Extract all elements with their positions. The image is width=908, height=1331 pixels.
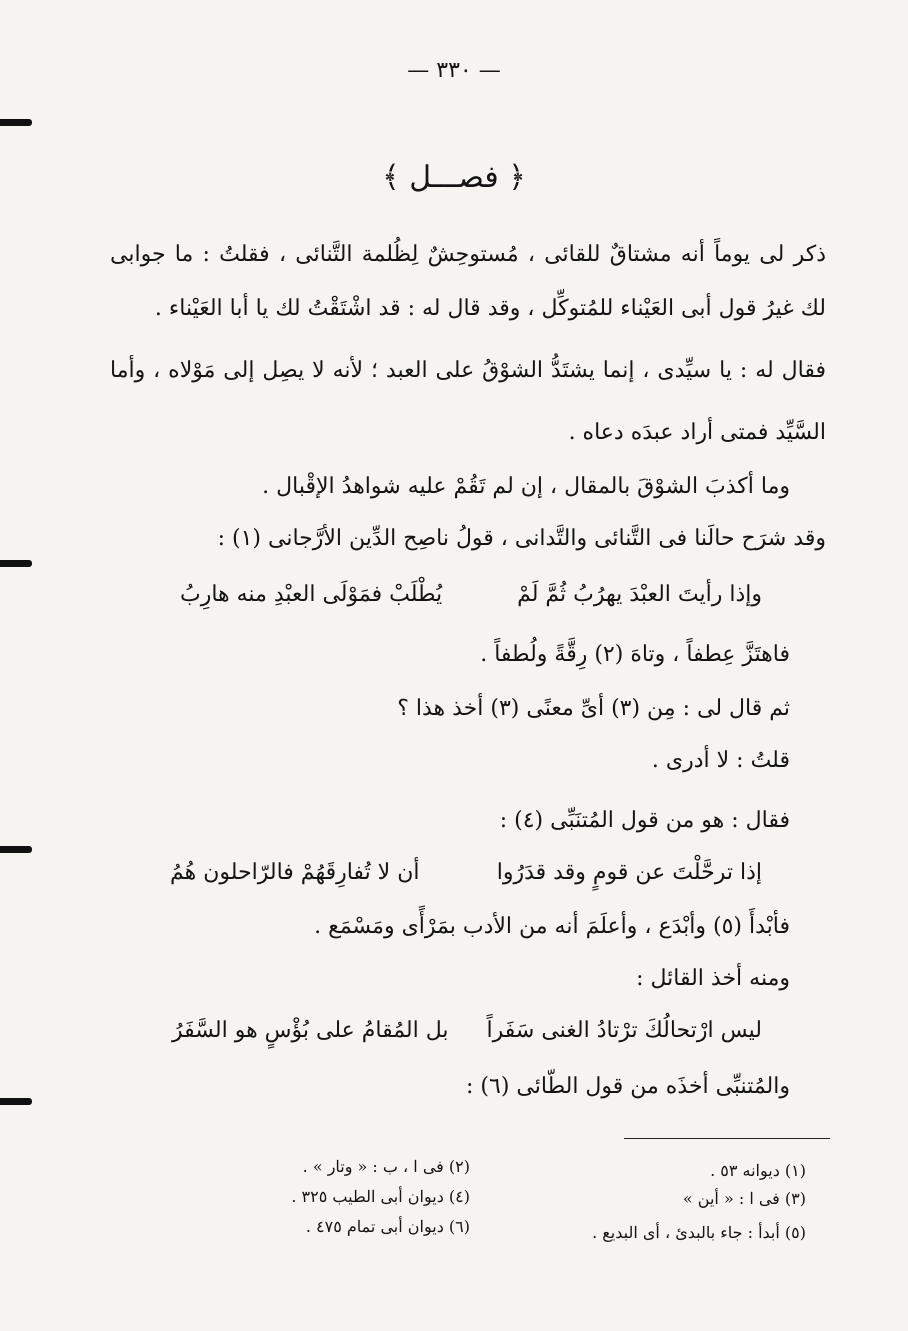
paragraph-line: فقال : هو من قول المُتنَبِّى (٤) : — [499, 808, 790, 833]
paragraph-line: فأبْدأَ (٥) وأبْدَع ، وأعلَمَ أنه من الأدب بمَرْأًى ومَسْمَع . — [314, 914, 790, 939]
footnote: (٦) ديوان أبى تمام ٤٧٥ . — [305, 1217, 470, 1236]
verse-second-hemistich: يُطْلَبْ فمَوْلَى العبْدِ منه هارِبُ — [180, 582, 443, 607]
verse-line — [110, 1016, 826, 1046]
footnote: (٢) فى ا ، ب : « وتار » . — [302, 1157, 470, 1176]
paragraph-line: السَّيِّد فمتى أراد عبدَه دعاه . — [568, 420, 826, 445]
verse-line — [110, 580, 826, 610]
scan-edge-mark — [0, 560, 32, 567]
paragraph-line: فقال له : يا سيِّدى ، إنما يشتَدُّ الشوْقُ على العبد ؛ لأنه لا يصِل إلى مَوْلاه ، وأما — [110, 358, 826, 383]
verse-first-hemistich: وإذا رأيتَ العبْدَ يهرُبُ ثُمَّ لَمْ — [517, 582, 762, 607]
paragraph-line: فاهتَزَّ عِطفاً ، وتاهَ (٢) رِقَّةً ولُطفاً . — [480, 642, 790, 667]
footnote: (٣) فى ا : « أين » — [682, 1189, 806, 1208]
page-number: — ٣٣٠ — — [407, 58, 501, 83]
footnote: (٤) ديوان أبى الطيب ٣٢٥ . — [291, 1187, 470, 1206]
paragraph-line: والمُتنبِّى أخذَه من قول الطّائى (٦) : — [466, 1074, 790, 1099]
scan-edge-mark — [0, 846, 32, 853]
footnote: (٥) أبدأ : جاء بالبدئ ، أى البديع . — [592, 1223, 806, 1242]
verse-line — [110, 858, 826, 888]
paragraph-line: ذكر لى يوماً أنه مشتاقٌ للقائى ، مُستوحِشٌ لِظُلمة التَّنائى ، فقلتُ : ما جوابى — [110, 242, 826, 267]
verse-first-hemistich: ليس ارْتحالُكَ ترْتادُ الغنى سَفَراً — [486, 1018, 762, 1043]
paragraph-line: ومنه أخذ القائل : — [636, 966, 790, 991]
paragraph-line: وقد شرَح حالَنا فى التَّنائى والتَّدانى ، قولُ ناصِح الدِّين الأرَّجانى (١) : — [217, 526, 826, 551]
footnote: (١) ديوانه ٥٣ . — [710, 1161, 806, 1180]
paragraph-line: وما أكذبَ الشوْقَ بالمقال ، إن لم تَقُمْ عليه شواهدُ الإقْبال . — [262, 474, 790, 499]
footnote-divider — [624, 1138, 830, 1139]
paragraph-line: ثم قال لى : مِن (٣) أىِّ معنًى (٣) أخذ هذا ؟ — [397, 696, 790, 721]
verse-second-hemistich: بل المُقامُ على بُؤْسٍ هو السَّفَرُ — [172, 1018, 449, 1043]
scan-edge-mark — [0, 1098, 32, 1105]
verse-first-hemistich: إذا ترحَّلْتَ عن قومٍ وقد قدَرُوا — [496, 860, 762, 885]
verse-second-hemistich: أن لا تُفارِقَهُمْ فالرّاحلون هُمُ — [170, 860, 420, 885]
section-heading: ﴿ فصـــل ﴾ — [382, 160, 526, 195]
paragraph-line: قلتُ : لا أدرى . — [651, 748, 790, 773]
scan-edge-mark — [0, 119, 32, 126]
paragraph-line: لك غيرُ قول أبى العَيْناء للمُتوكِّل ، وقد قال له : قد اشْتَقْتُ لك يا أبا العَيْناء . — [154, 296, 826, 321]
